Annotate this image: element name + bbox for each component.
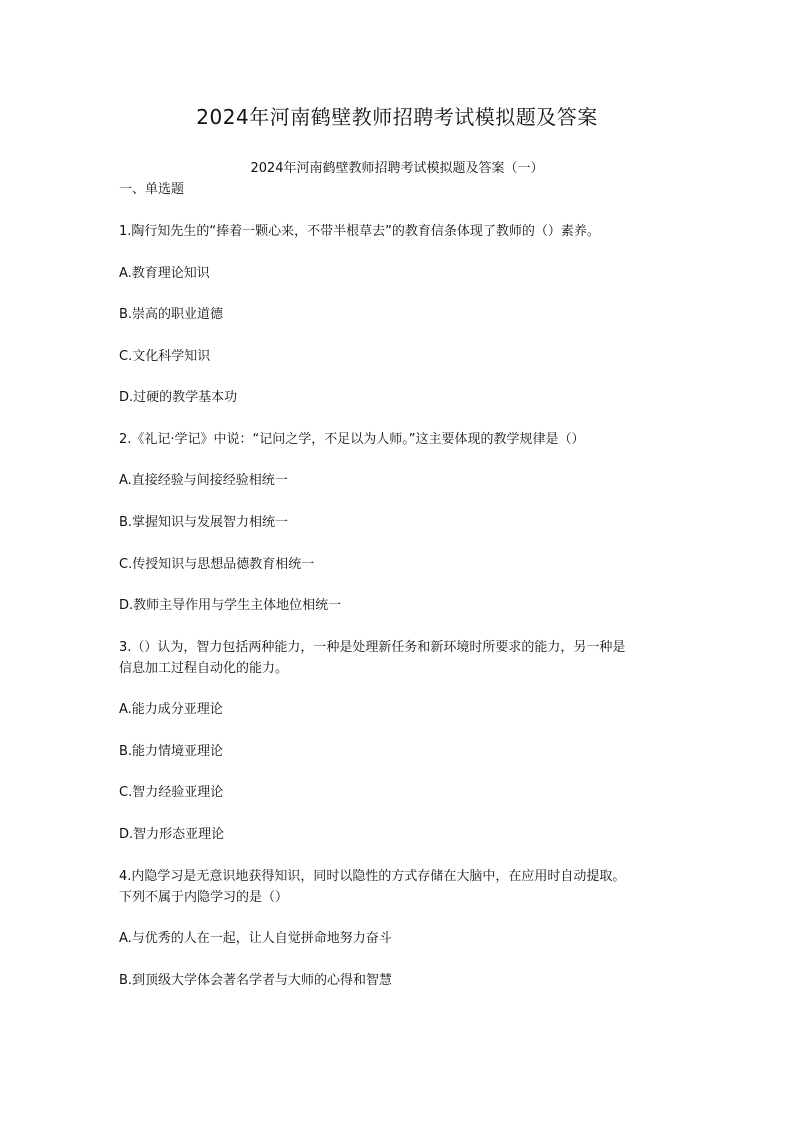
question-2-option-d: D.教师主导作用与学生主体地位相统一 — [119, 598, 342, 613]
question-2-option-b: B.掌握知识与发展智力相统一 — [119, 515, 289, 530]
question-4-option-b: B.到顶级大学体会著名学者与大师的心得和智慧 — [119, 973, 393, 988]
question-1-option-d: D.过硬的教学基本功 — [119, 390, 238, 405]
document-subtitle: 2024年河南鹤壁教师招聘考试模拟题及答案（一） — [250, 161, 544, 176]
question-1-stem: 1.陶行知先生的“捧着一颗心来，不带半根草去”的教育信条体现了教师的（）素养。 — [119, 224, 600, 239]
document-title: 2024年河南鹤壁教师招聘考试模拟题及答案 — [196, 105, 598, 129]
question-3-option-c: C.智力经验亚理论 — [119, 785, 224, 800]
question-1-option-c: C.文化科学知识 — [119, 349, 211, 364]
section-heading: 一、单选题 — [119, 182, 185, 197]
question-2-option-c: C.传授知识与思想品德教育相统一 — [119, 557, 315, 572]
question-2-option-a: A.直接经验与间接经验相统一 — [119, 473, 288, 488]
question-3-stem-line-2: 信息加工过程自动化的能力。 — [119, 661, 289, 676]
question-3-option-b: B.能力情境亚理论 — [119, 744, 224, 759]
question-3-option-a: A.能力成分亚理论 — [119, 702, 223, 717]
question-1-option-a: A.教育理论知识 — [119, 266, 210, 281]
question-2-stem: 2.《礼记·学记》中说：“记问之学，不足以为人师。”这主要体现的教学规律是（） — [119, 432, 585, 447]
question-3-option-d: D.智力形态亚理论 — [119, 827, 225, 842]
question-4-stem-line-2: 下列不属于内隐学习的是（） — [119, 890, 289, 905]
question-4-stem-line-1: 4.内隐学习是无意识地获得知识，同时以隐性的方式存储在大脑中，在应用时自动提取。 — [119, 869, 626, 884]
question-3-stem-line-1: 3.（）认为，智力包括两种能力，一种是处理新任务和新环境时所要求的能力，另一种是 — [119, 640, 626, 655]
question-4-option-a: A.与优秀的人在一起，让人自觉拼命地努力奋斗 — [119, 931, 392, 946]
question-1-option-b: B.崇高的职业道德 — [119, 307, 224, 322]
